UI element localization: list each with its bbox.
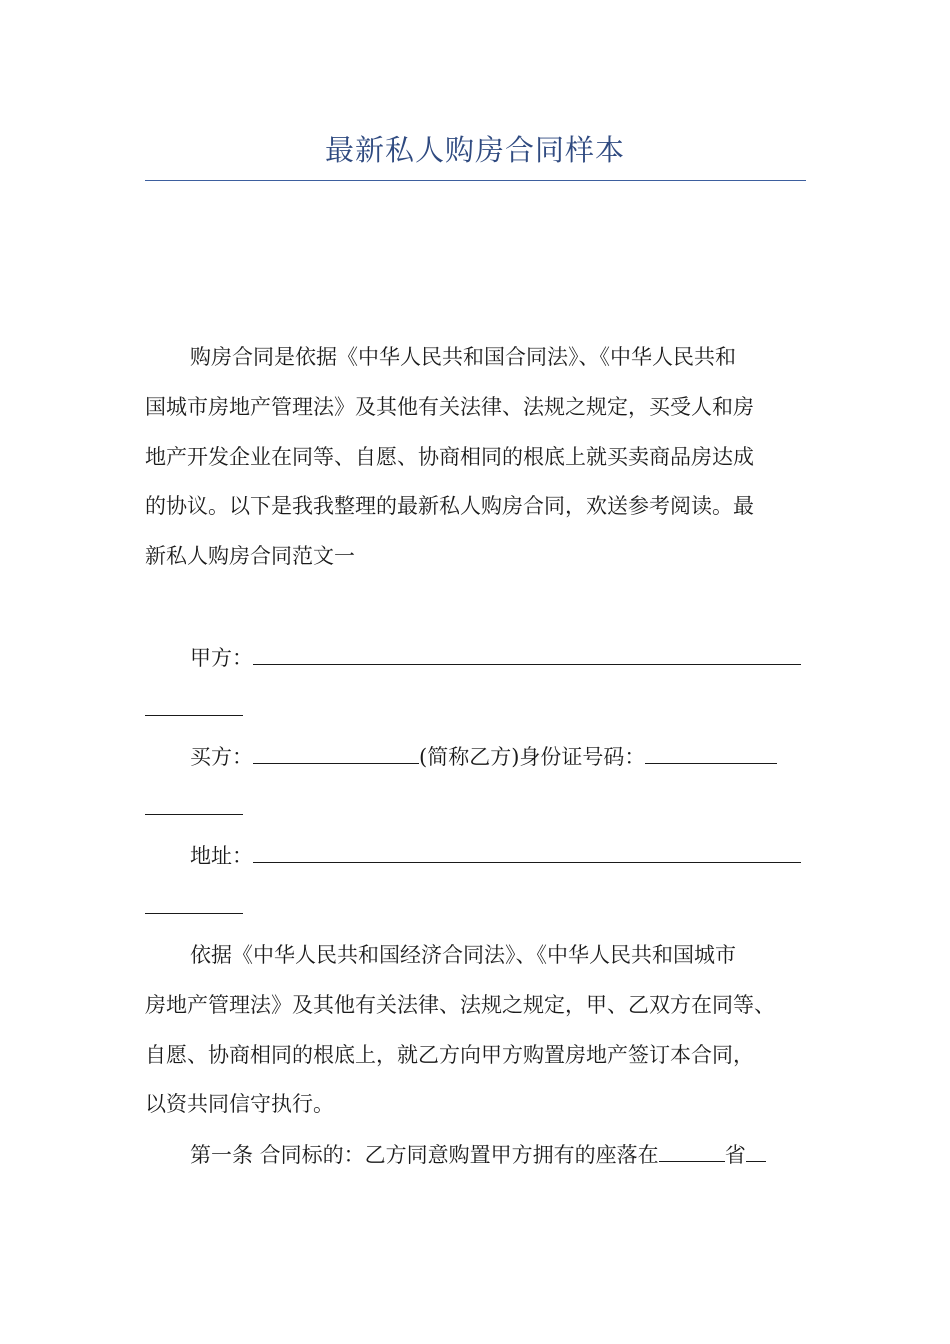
buyer-id-blank-continued[interactable] bbox=[145, 814, 243, 815]
intro-line-2: 国城市房地产管理法》及其他有关法律、法规之规定，买受人和房 bbox=[145, 395, 754, 419]
article-one-location-blank[interactable] bbox=[659, 1139, 725, 1162]
article-one-text: 第一条 合同标的：乙方同意购置甲方拥有的座落在 bbox=[190, 1143, 659, 1167]
address-blank-continued[interactable] bbox=[145, 913, 243, 914]
buyer-id-label: (简称乙方)身份证号码： bbox=[419, 745, 646, 769]
document-title: 最新私人购房合同样本 bbox=[324, 133, 625, 167]
address-row bbox=[190, 840, 801, 871]
basis-line-3: 自愿、协商相同的根底上，就乙方向甲方购置房地产签订本合同， bbox=[145, 1043, 754, 1067]
party-a-blank[interactable] bbox=[253, 642, 801, 665]
party-a-blank-continued[interactable] bbox=[145, 715, 243, 716]
address-label: 地址： bbox=[190, 844, 253, 868]
title-underline bbox=[145, 180, 806, 181]
party-a-row bbox=[190, 642, 801, 673]
buyer-name-blank[interactable] bbox=[253, 741, 419, 764]
intro-line-3: 地产开发企业在同等、自愿、协商相同的根底上就买卖商品房达成 bbox=[145, 445, 754, 469]
article-one-province-blank[interactable] bbox=[746, 1139, 766, 1162]
article-one-row bbox=[190, 1139, 766, 1170]
address-blank[interactable] bbox=[253, 840, 801, 863]
buyer-row bbox=[190, 741, 777, 772]
intro-line-5: 新私人购房合同范文一 bbox=[145, 544, 355, 568]
party-a-label: 甲方： bbox=[190, 646, 253, 670]
basis-line-2: 房地产管理法》及其他有关法律、法规之规定，甲、乙双方在同等、 bbox=[145, 993, 775, 1017]
intro-line-1: 购房合同是依据《中华人民共和国合同法》、《中华人民共和 bbox=[190, 345, 736, 369]
basis-line-4: 以资共同信守执行。 bbox=[145, 1092, 334, 1116]
article-one-province: 省 bbox=[724, 1143, 746, 1167]
intro-line-4: 的协议。以下是我我整理的最新私人购房合同，欢送参考阅读。最 bbox=[145, 494, 754, 518]
buyer-label: 买方： bbox=[190, 745, 253, 769]
buyer-id-blank[interactable] bbox=[645, 741, 777, 764]
basis-line-1: 依据《中华人民共和国经济合同法》、《中华人民共和国城市 bbox=[190, 943, 736, 967]
